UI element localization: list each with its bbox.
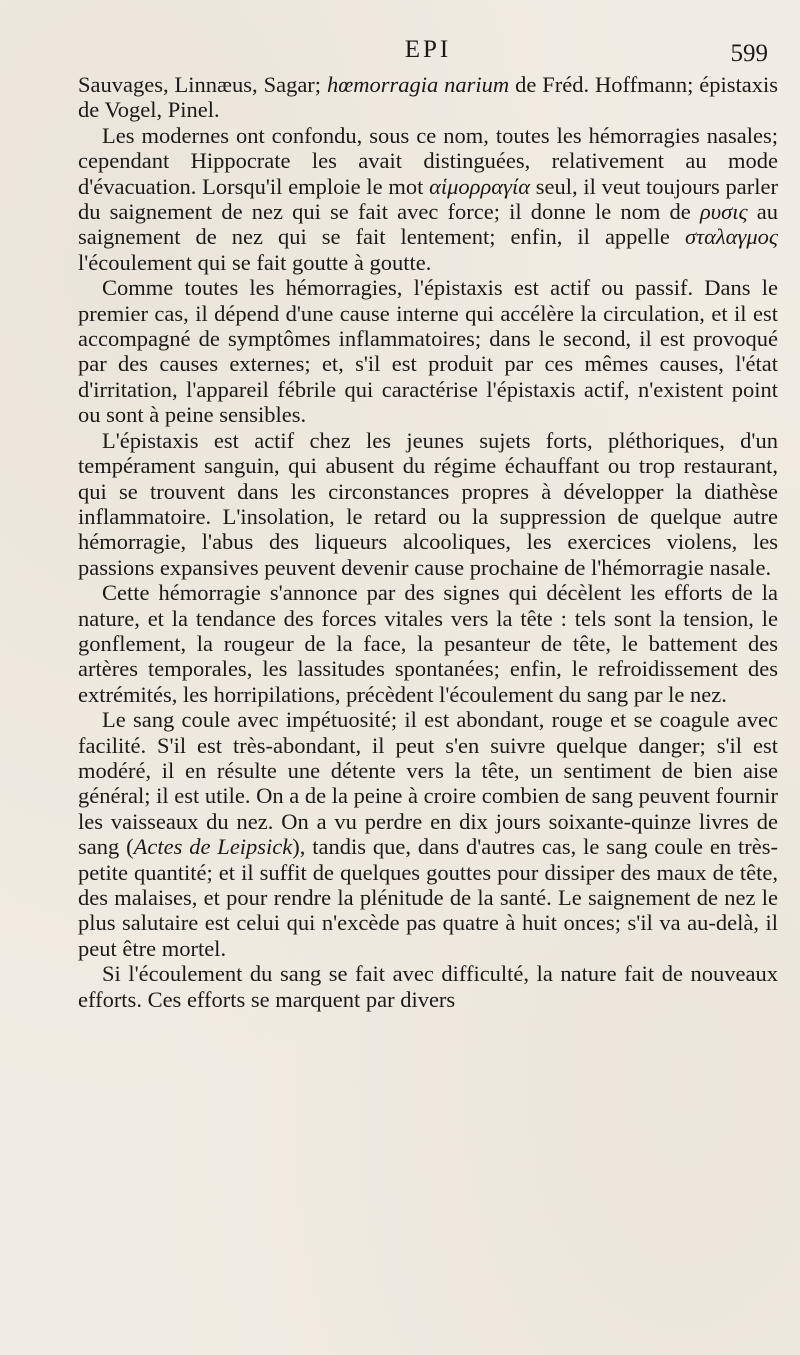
text-segment: au saignement de nez qui se fait lentement; enfin, il appelle: [78, 199, 778, 250]
text-segment: ), tandis que, dans d'autres cas, le sang coule en très-petite quantité; et il suffit de quelques gouttes pour dissiper des maux de tête, des malaises, et pour rendre la plénitude de la santé. Le saignement de nez le plus salutaire est celui qui n'excède pas quatre à huit onces; s'il va au-delà, il peut être mortel.: [78, 834, 778, 961]
greek-term: ρυσις: [699, 199, 748, 225]
text-segment: Le sang coule avec impétuosité; il est abondant, rouge et se coagule avec facilité. S'il est très-abondant, il peut s'en suivre quelque danger; s'il est modéré, il en résulte une détente vers la tête, un sentiment de bien aise général; il est utile. On a de la peine à croire combien de sang peuvent fournir les vaisseaux du nez. On a vu perdre en dix jours soixante-quinze livres de sang (: [78, 707, 778, 860]
paragraph-ecoulement: [78, 961, 778, 1012]
body-text: [78, 72, 778, 1012]
greek-term: σταλαγμος: [684, 224, 778, 250]
text-segment: Si l'écoulement du sang se fait avec difficulté, la nature fait de nouveaux efforts. Ces efforts se marquent par divers: [78, 961, 778, 1012]
text-segment: L'épistaxis est actif chez les jeunes sujets forts, pléthoriques, d'un tempérament sanguin, qui abusent du régime échauffant ou trop restaurant, qui se trouvent dans les circonstances propres à développer la diathèse inflammatoire. L'insolation, le retard ou la suppression de quelque autre hémorragie, l'abus des liqueurs alcooliques, les exercices violens, les passions expansives peuvent devenir cause prochaine de l'hémorragie nasale.: [78, 427, 778, 580]
paragraph-sang-coule: [78, 707, 778, 961]
text-segment: Sauvages, Linnæus, Sagar;: [78, 72, 327, 97]
paragraph-continuation: [78, 72, 778, 123]
page-number: 599: [730, 40, 768, 67]
paragraph-modernes: [78, 123, 778, 275]
page-header: [78, 26, 778, 72]
latin-term: hœmorragia narium: [326, 72, 510, 97]
citation: Actes de Leipsick: [133, 834, 293, 860]
greek-term: αἱμορραγία: [429, 173, 531, 199]
paragraph-comme: [78, 275, 778, 427]
text-segment: Comme toutes les hémorragies, l'épistaxis est actif ou passif. Dans le premier cas, il dépend d'une cause interne qui accélère la circulation, et il est accompagné de symptômes inflammatoires; dans le second, il est provoqué par des causes externes; et, s'il est produit par ces mêmes causes, l'état d'irritation, l'appareil fébrile qui caractérise l'épistaxis actif, n'existent point ou sont à peine sensibles.: [78, 275, 778, 428]
text-segment: Cette hémorragie s'annonce par des signes qui décèlent les efforts de la nature, et la tendance des forces vitales vers la tête : tels sont la tension, le gonflement, la rougeur de la face, la pesanteur de tête, le battement des artères temporales, les lassitudes spontanées; enfin, le refroidissement des extrémités, les horripilations, précèdent l'écoulement du sang par le nez.: [78, 580, 778, 707]
text-segment: Les modernes ont confondu, sous ce nom, toutes les hémorragies nasales; cependant Hippocrate les avait distinguées, relativement au mode d'évacuation. Lorsqu'il emploie le mot: [78, 122, 778, 199]
text-segment: seul, il veut toujours parler du saignement de nez qui se fait avec force; il donne le nom de: [78, 173, 778, 225]
running-head: EPI: [404, 36, 452, 63]
paragraph-epistaxis-actif: [78, 428, 778, 580]
text-segment: l'écoulement qui se fait goutte à goutte.: [78, 249, 432, 275]
paragraph-signes: [78, 580, 778, 707]
text-segment: de Fréd. Hoffmann; épistaxis de Vogel, Pinel.: [78, 72, 778, 123]
